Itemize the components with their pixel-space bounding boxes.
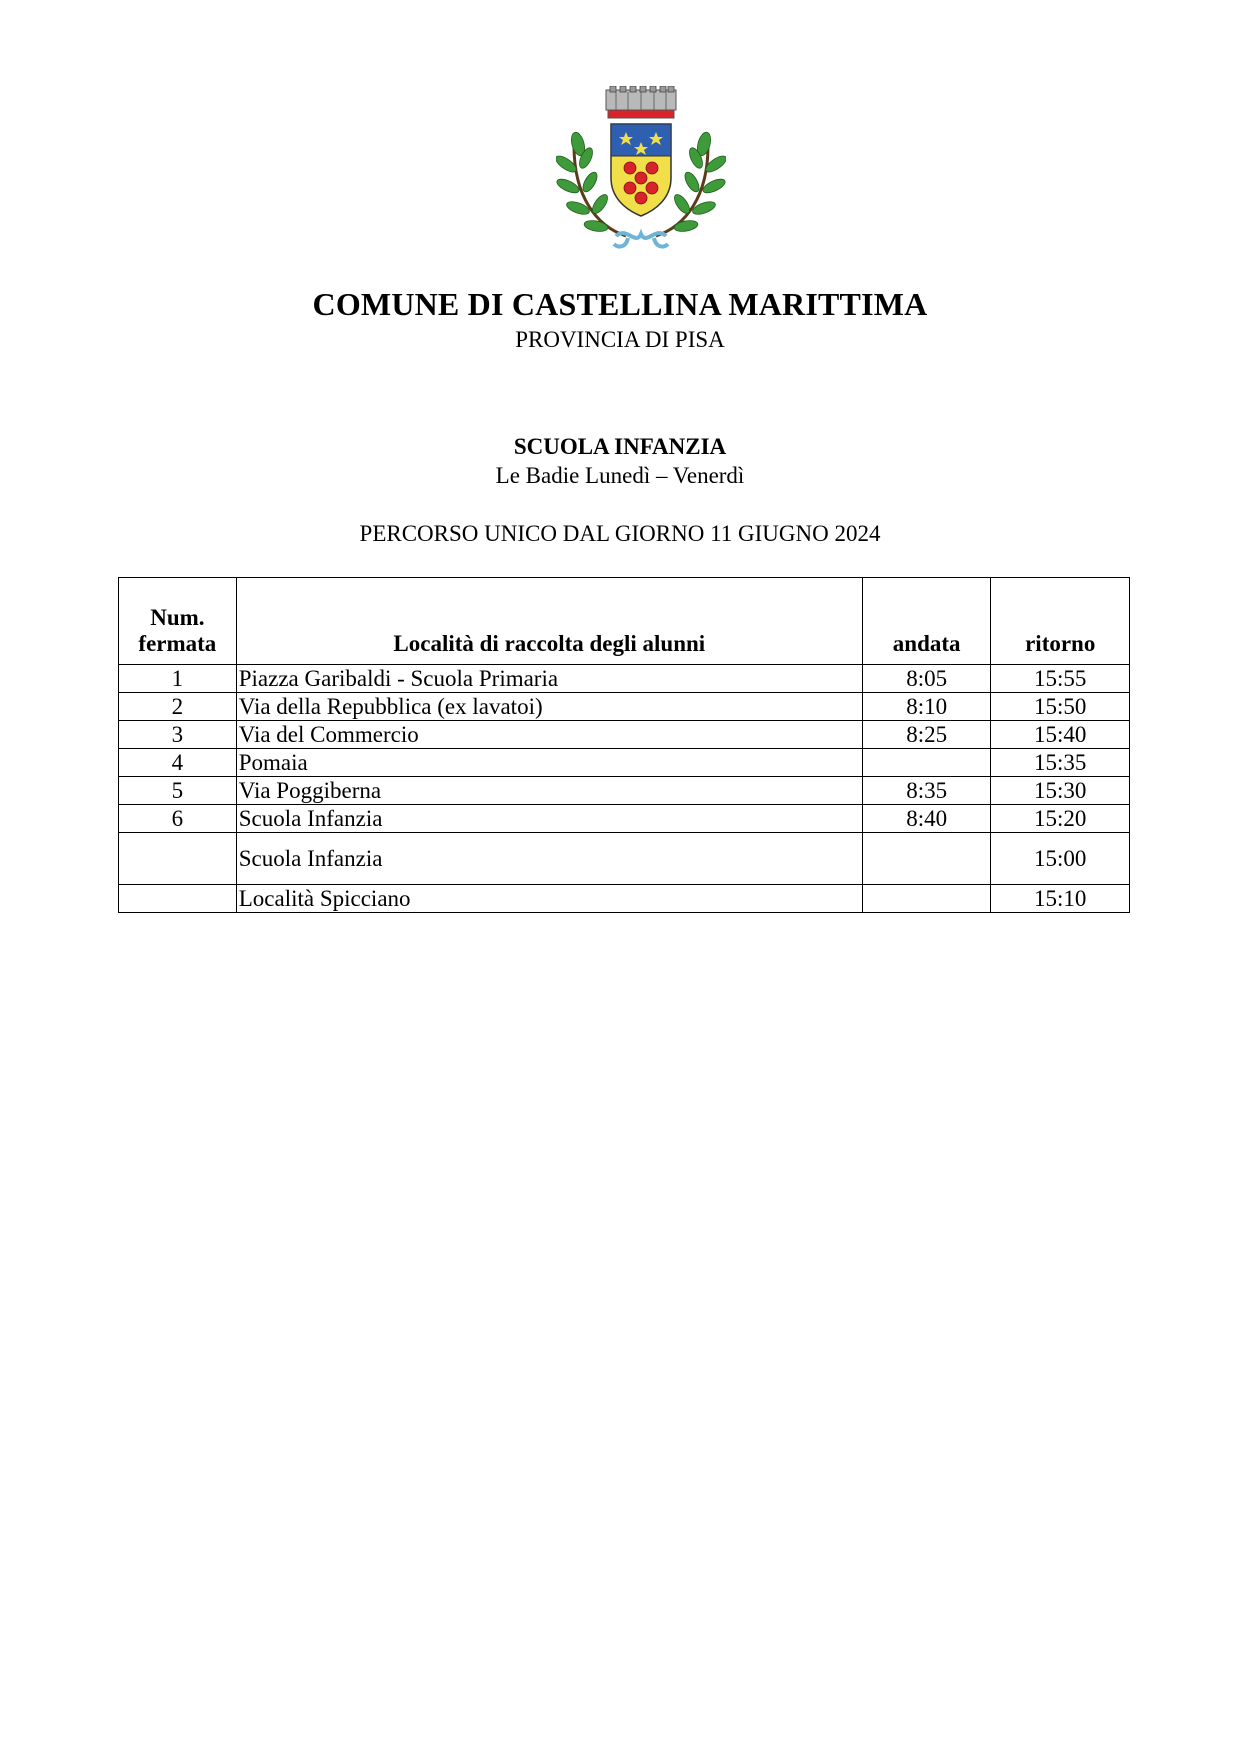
table-header-row [119, 578, 1130, 665]
header-outbound: andata [862, 578, 991, 665]
bus-stops-table [118, 577, 1130, 913]
stop-location: Via del Commercio [236, 721, 862, 749]
table-row [119, 749, 1130, 777]
school-heading: SCUOLA INFANZIA [513, 434, 727, 459]
stop-number: 4 [119, 749, 237, 777]
stop-location: Scuola Infanzia [236, 805, 862, 833]
table-row [119, 805, 1130, 833]
table-row [119, 833, 1130, 885]
outbound-time [862, 885, 991, 913]
return-time: 15:35 [991, 749, 1130, 777]
stop-location: Via della Repubblica (ex lavatoi) [236, 693, 862, 721]
return-time: 15:40 [991, 721, 1130, 749]
outbound-time [862, 833, 991, 885]
stop-number: 6 [119, 805, 237, 833]
return-time: 15:30 [991, 777, 1130, 805]
stop-location: Via Poggiberna [236, 777, 862, 805]
return-time: 15:10 [991, 885, 1130, 913]
outbound-time: 8:05 [862, 665, 991, 693]
return-time: 15:20 [991, 805, 1130, 833]
stop-number [119, 885, 237, 913]
outbound-time: 8:25 [862, 721, 991, 749]
stop-location: Scuola Infanzia [236, 833, 862, 885]
header-stop-number [119, 578, 237, 665]
outbound-time: 8:10 [862, 693, 991, 721]
table-row [119, 777, 1130, 805]
return-time: 15:55 [991, 665, 1130, 693]
stop-number: 5 [119, 777, 237, 805]
header-stop-number-line2: fermata [138, 630, 217, 656]
outbound-time [862, 749, 991, 777]
school-days: Le Badie Lunedì – Venerdì [495, 463, 745, 488]
outbound-time: 8:35 [862, 777, 991, 805]
page-title: COMUNE DI CASTELLINA MARITTIMA [312, 286, 928, 322]
return-time: 15:50 [991, 693, 1130, 721]
stop-location: Pomaia [236, 749, 862, 777]
table-row [119, 693, 1130, 721]
stop-number: 2 [119, 693, 237, 721]
table-row [119, 885, 1130, 913]
header-return: ritorno [991, 578, 1130, 665]
return-time: 15:00 [991, 833, 1130, 885]
stop-number: 3 [119, 721, 237, 749]
stop-number: 1 [119, 665, 237, 693]
page-subtitle: PROVINCIA DI PISA [515, 327, 725, 352]
stop-location: Località Spicciano [236, 885, 862, 913]
stop-number [119, 833, 237, 885]
header-location: Località di raccolta degli alunni [236, 578, 862, 665]
header-stop-number-line1: Num. [150, 605, 205, 631]
table-row [119, 721, 1130, 749]
table-row [119, 665, 1130, 693]
stop-location: Piazza Garibaldi - Scuola Primaria [236, 665, 862, 693]
municipal-crest-emblem [556, 86, 726, 252]
route-notice: PERCORSO UNICO DAL GIORNO 11 GIUGNO 2024 [359, 521, 881, 546]
outbound-time: 8:40 [862, 805, 991, 833]
